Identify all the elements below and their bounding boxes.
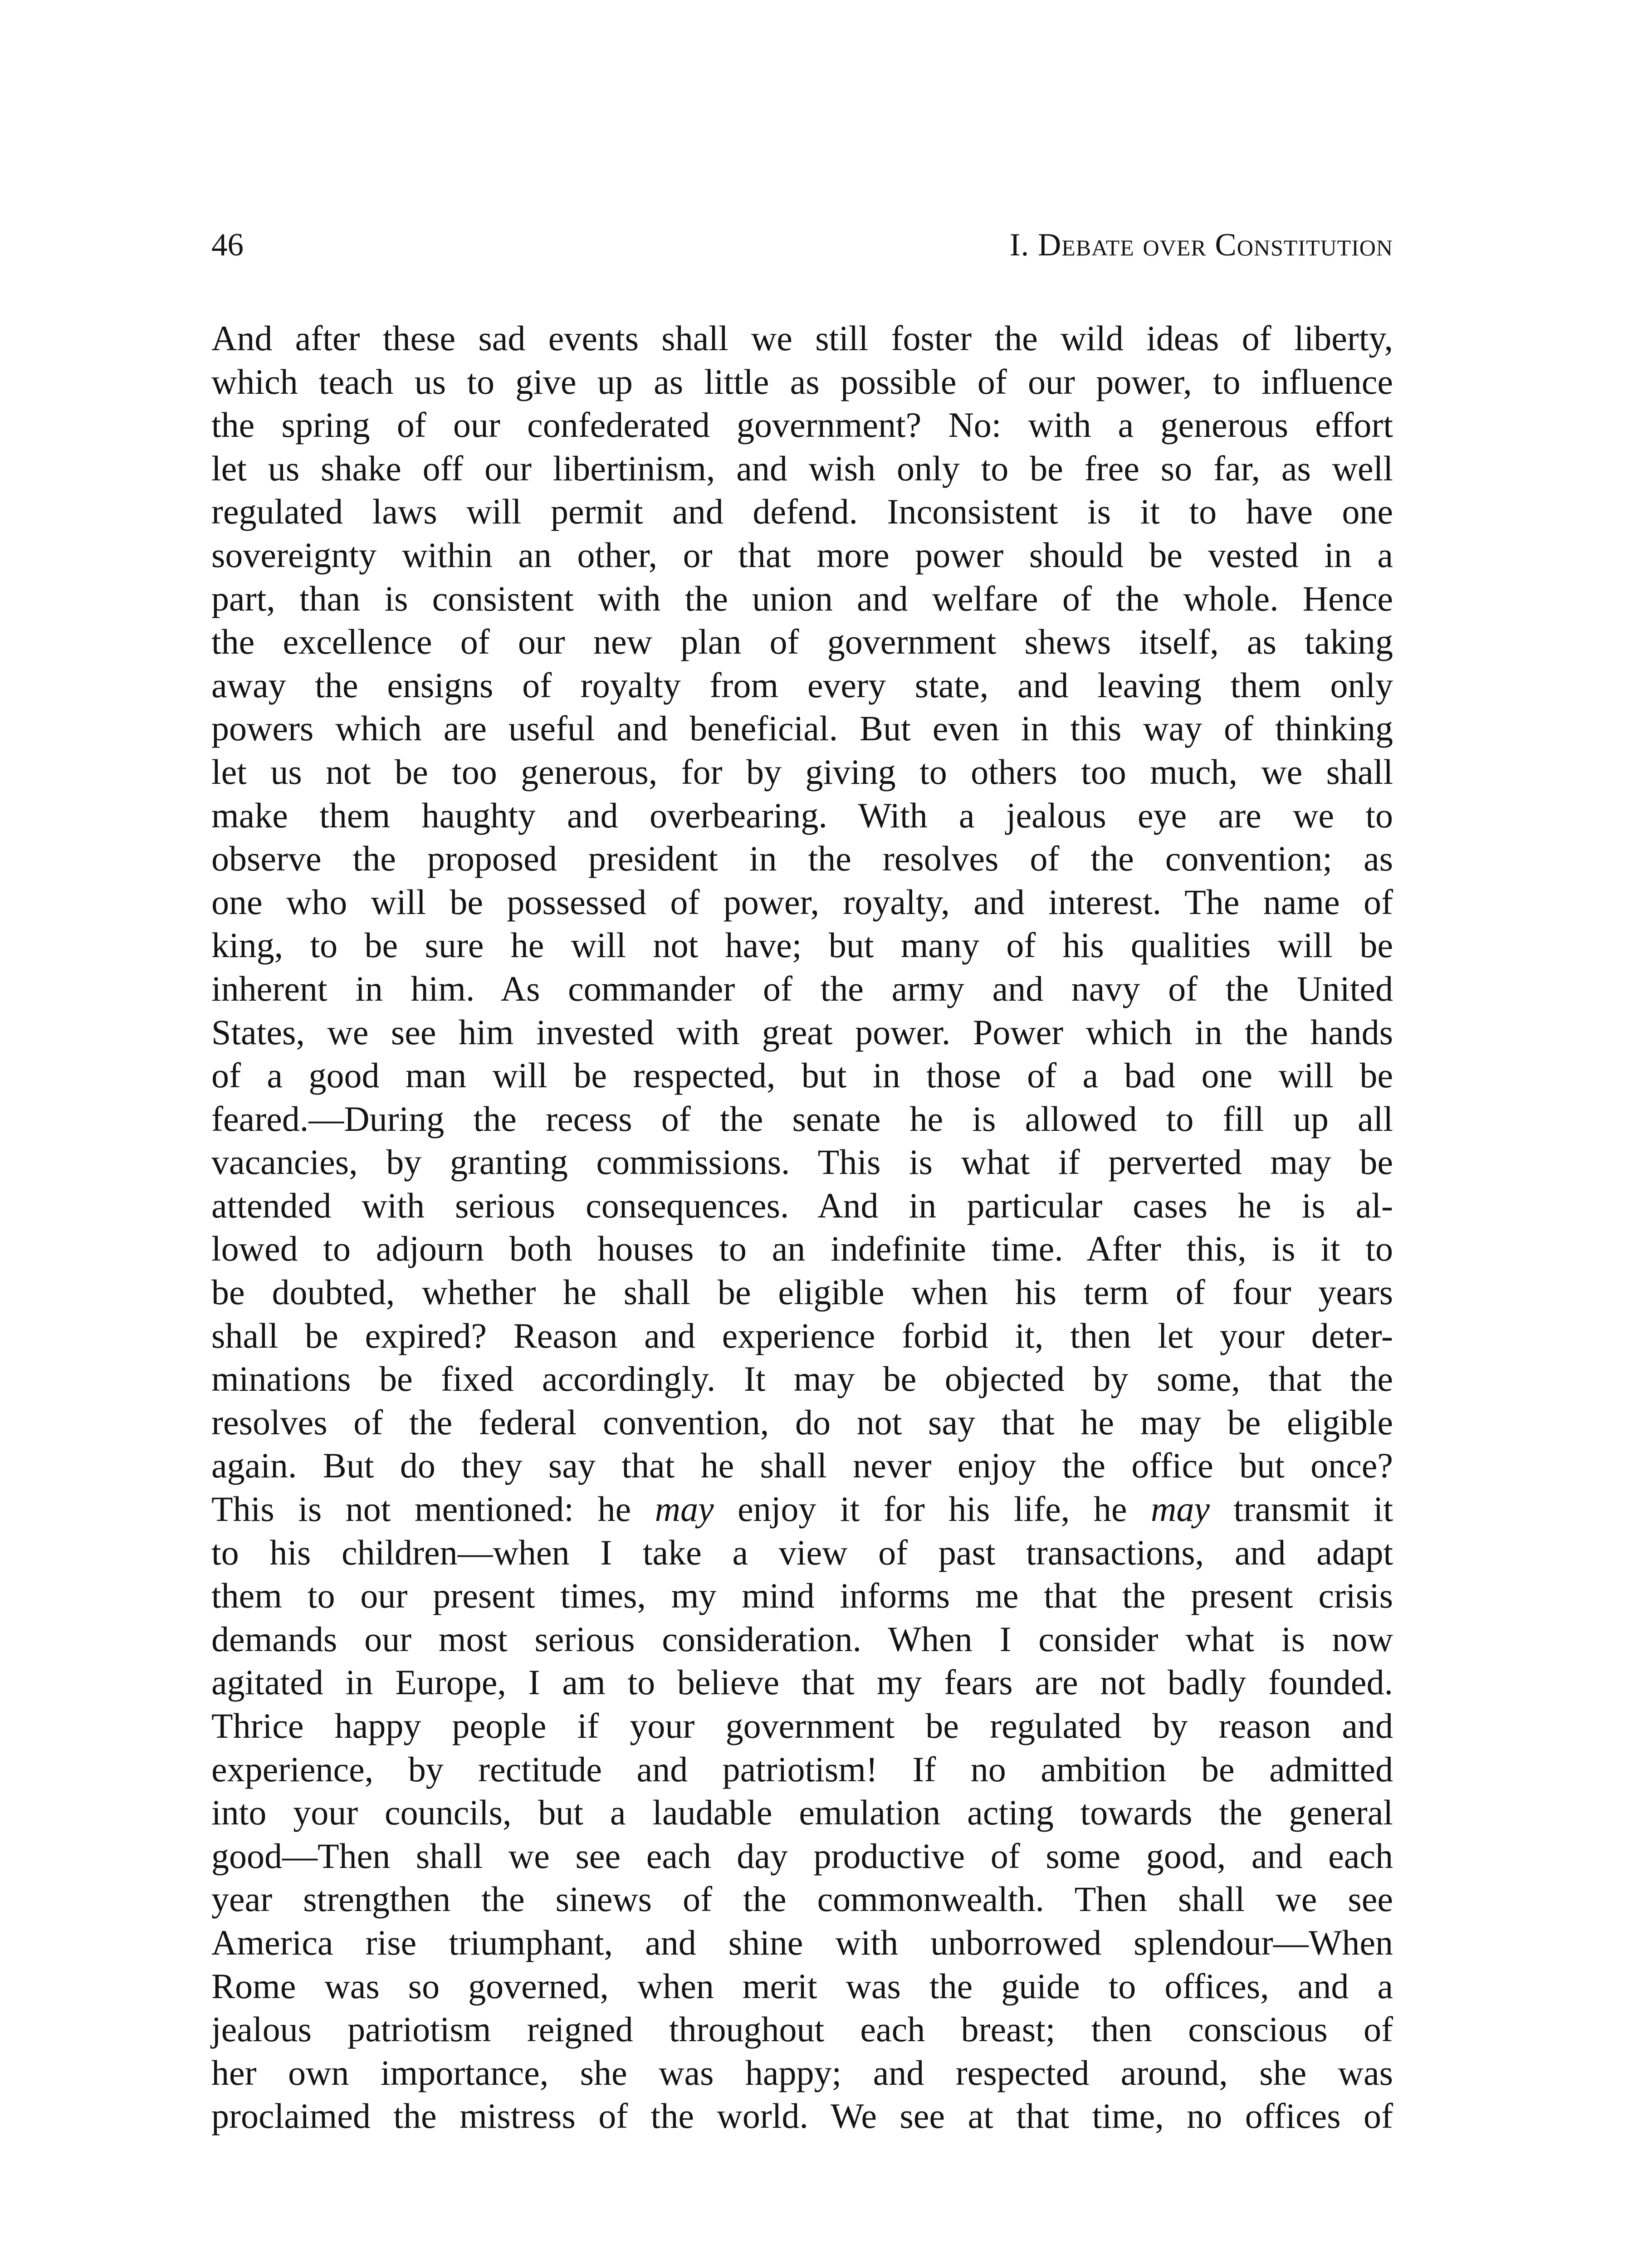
text-segment: of a good man will be respected, but in those of a bad one will be [211, 1056, 1393, 1095]
text-line [211, 1444, 1393, 1487]
text-segment: transmit it [1209, 1489, 1393, 1529]
text-line [211, 1314, 1393, 1358]
text-segment: And after these sad events shall we still foster the wild ideas of liberty, [211, 318, 1393, 358]
text-line [211, 1011, 1393, 1054]
text-line [211, 1140, 1393, 1184]
text-line [211, 1054, 1393, 1097]
page-header [211, 222, 1393, 268]
text-line [211, 1271, 1393, 1314]
text-segment: jealous patriotism reigned throughout each breast; then conscious of [211, 2009, 1393, 2049]
text-line [211, 317, 1393, 360]
text-line [211, 880, 1393, 924]
text-line [211, 1877, 1393, 1921]
italic-word: may [655, 1489, 714, 1529]
text-segment: her own importance, she was happy; and respected around, she was [211, 2053, 1393, 2092]
text-line [211, 1661, 1393, 1704]
text-line [211, 1748, 1393, 1791]
text-segment: This is not mentioned: he [211, 1489, 655, 1529]
text-segment: year strengthen the sinews of the commonwealth. Then shall we see [211, 1879, 1393, 1919]
text-segment: enjoy it for his life, he [714, 1489, 1151, 1529]
text-segment: Rome was so governed, when merit was the guide to offices, and a [211, 1966, 1393, 2006]
text-segment: which teach us to give up as little as possible of our power, to influence [211, 362, 1393, 401]
text-segment: America rise triumphant, and shine with unborrowed splendour—When [211, 1922, 1393, 1962]
text-segment: lowed to adjourn both houses to an indefinite time. After this, is it to [211, 1229, 1393, 1269]
text-line [211, 620, 1393, 664]
italic-word: may [1150, 1489, 1210, 1529]
text-segment: demands our most serious consideration. When I consider what is now [211, 1619, 1393, 1659]
text-line [211, 533, 1393, 577]
text-line [211, 924, 1393, 967]
text-segment: king, to be sure he will not have; but many of his qualities will be [211, 925, 1393, 965]
text-segment: good—Then shall we see each day productive of some good, and each [211, 1836, 1393, 1876]
text-segment: resolves of the federal convention, do not say that he may be eligible [211, 1402, 1393, 1442]
text-segment: vacancies, by granting commissions. This is what if perverted may be [211, 1142, 1393, 1182]
running-head: I. Debate over Constitution [1009, 227, 1393, 263]
text-segment: let us shake off our libertinism, and wish only to be free so far, as well [211, 448, 1393, 488]
text-segment: make them haughty and overbearing. With a jealous eye are we to [211, 795, 1393, 835]
text-line [211, 1184, 1393, 1227]
text-segment: agitated in Europe, I am to believe that my fears are not badly founded. [211, 1662, 1393, 1702]
text-line [211, 1834, 1393, 1878]
text-segment: shall be expired? Reason and experience forbid it, then let your deter- [211, 1315, 1393, 1355]
text-segment: to his children—when I take a view of past transactions, and adapt [211, 1532, 1393, 1572]
text-segment: one who will be possessed of power, royalty, and interest. The name of [211, 882, 1393, 922]
text-segment: regulated laws will permit and defend. Inconsistent is it to have one [211, 492, 1393, 532]
text-line [211, 750, 1393, 794]
text-line [211, 837, 1393, 880]
text-line [211, 1531, 1393, 1574]
text-line [211, 1704, 1393, 1748]
text-segment: minations be fixed accordingly. It may be objected by some, that the [211, 1359, 1393, 1399]
text-line [211, 2094, 1393, 2138]
text-segment: experience, by rectitude and patriotism! If no ambition be admitted [211, 1749, 1393, 1789]
text-line [211, 490, 1393, 533]
text-line [211, 1357, 1393, 1401]
text-line [211, 360, 1393, 404]
body-paragraph [211, 317, 1393, 2138]
text-line [211, 1097, 1393, 1141]
text-segment: part, than is consistent with the union and welfare of the whole. Hence [211, 578, 1393, 618]
text-segment: sovereignty within an other, or that more power should be vested in a [211, 535, 1393, 575]
text-segment: feared.—During the recess of the senate he is allowed to fill up all [211, 1099, 1393, 1139]
text-line [211, 1791, 1393, 1834]
text-segment: the excellence of our new plan of government shews itself, as taking [211, 622, 1393, 662]
text-segment: the spring of our confederated government? No: with a generous effort [211, 405, 1393, 445]
text-line [211, 794, 1393, 837]
text-segment: attended with serious consequences. And in particular cases he is al- [211, 1185, 1393, 1225]
text-segment: States, we see him invested with great power. Power which in the hands [211, 1012, 1393, 1052]
text-line [211, 1921, 1393, 1965]
text-line [211, 2008, 1393, 2051]
text-line [211, 1965, 1393, 2008]
text-line [211, 1401, 1393, 1444]
text-segment: into your councils, but a laudable emulation acting towards the general [211, 1793, 1393, 1833]
text-segment: Thrice happy people if your government be regulated by reason and [211, 1706, 1393, 1745]
text-segment: proclaimed the mistress of the world. We see at that time, no offices of [211, 2096, 1393, 2136]
text-line [211, 447, 1393, 490]
text-line [211, 2051, 1393, 2095]
text-line [211, 1618, 1393, 1661]
text-line [211, 664, 1393, 707]
text-segment: be doubted, whether he shall be eligible when his term of four years [211, 1272, 1393, 1312]
text-segment: let us not be too generous, for by giving to others too much, we shall [211, 752, 1393, 792]
text-segment: inherent in him. As commander of the army and navy of the United [211, 968, 1393, 1008]
text-line [211, 577, 1393, 621]
text-segment: again. But do they say that he shall never enjoy the office but once? [211, 1446, 1393, 1486]
text-line [211, 1487, 1393, 1531]
text-segment: powers which are useful and beneficial. But even in this way of thinking [211, 709, 1393, 748]
text-line [211, 1574, 1393, 1618]
text-line [211, 403, 1393, 447]
page-number: 46 [211, 227, 244, 263]
text-segment: away the ensigns of royalty from every state, and leaving them only [211, 665, 1393, 705]
text-segment: observe the proposed president in the resolves of the convention; as [211, 839, 1393, 879]
text-line [211, 967, 1393, 1011]
text-line [211, 1227, 1393, 1271]
text-line [211, 707, 1393, 750]
text-segment: them to our present times, my mind informs me that the present crisis [211, 1576, 1393, 1616]
